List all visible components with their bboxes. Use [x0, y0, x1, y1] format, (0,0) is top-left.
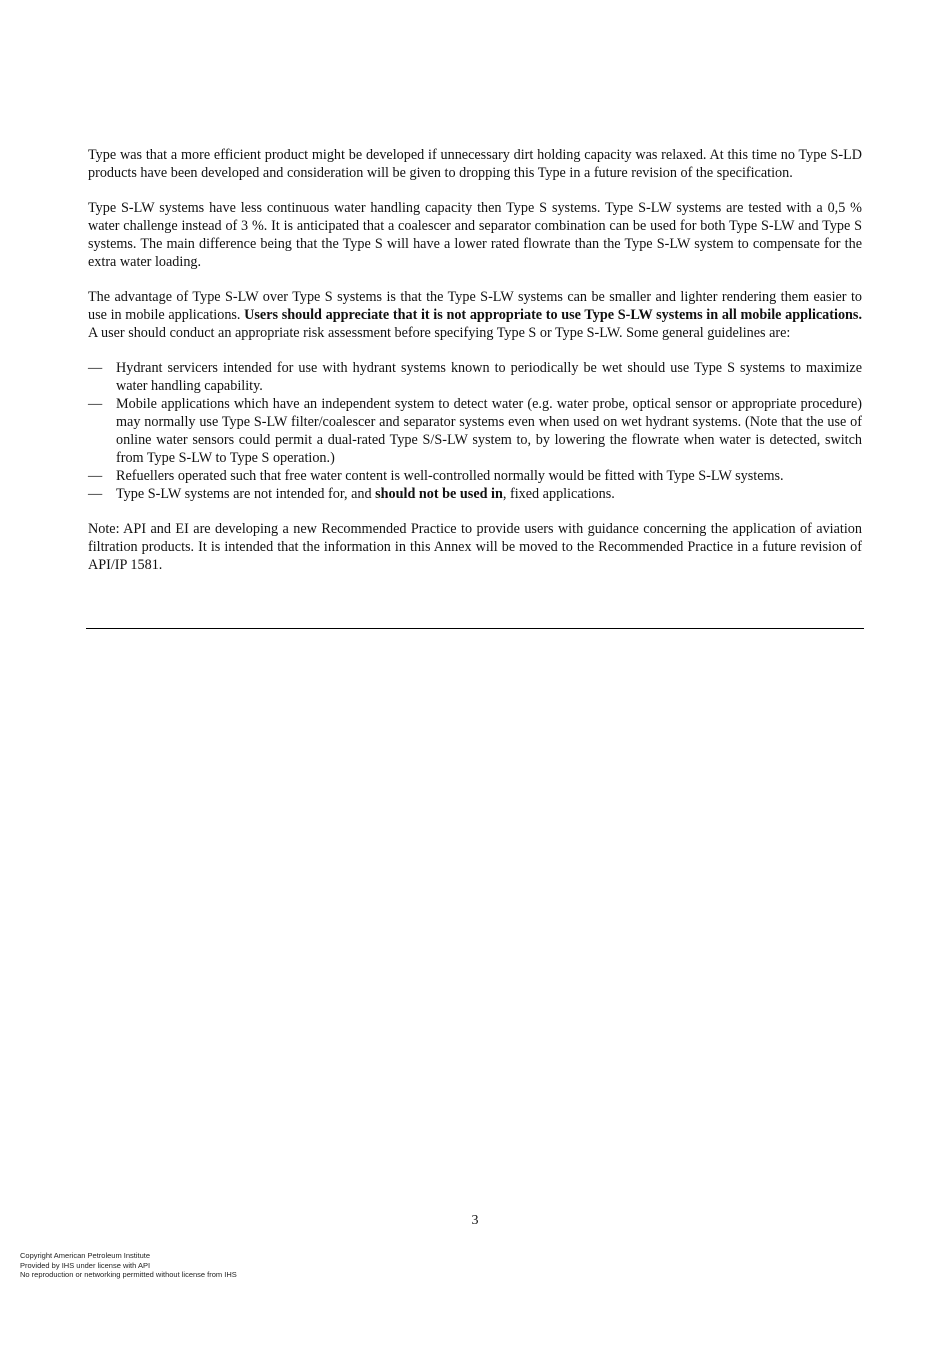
- list-item: [88, 467, 862, 485]
- list-item: [88, 359, 862, 395]
- advantage-text-end: A user should conduct an appropriate risk assessment before specifying Type S or Type S-LW. Some general guidelines are:: [88, 325, 791, 341]
- horizontal-rule: [86, 628, 864, 629]
- guideline-hydrant-servicers: Hydrant servicers intended for use with hydrant systems known to periodically be wet should use Type S systems to maximize water handling capability.: [116, 360, 862, 394]
- footer-line: No reproduction or networking permitted without license from IHS: [20, 1270, 237, 1279]
- dash-bullet: —: [88, 486, 103, 502]
- guideline-mobile-applications: Mobile applications which have an independent system to detect water (e.g. water probe, optical sensor or appropriate procedure) may normally use Type S-LW filter/coalescer and separator systems even when used on wet hydrant systems. (Note that the use of online water sensors could permit a dual-rated Type S/S-LW system to, by lowering the flowrate when water is detected, switch from Type S-LW to Type S operation.): [116, 396, 862, 466]
- paragraph-type-s-lw-capacity: Type S-LW systems have less continuous water handling capacity then Type S systems. Type S-LW systems are tested with a 0,5 % water challenge instead of 3 %. It is anticipated that a coalescer and separator combination can be used for both Type S-LW and Type S systems. The main difference being that the Type S will have a lower rated flowrate than the Type S-LW system to compensate for the extra water loading.: [88, 200, 862, 270]
- document-body: [88, 146, 862, 591]
- guidelines-list: [88, 359, 862, 503]
- footer-line: Provided by IHS under license with API: [20, 1260, 151, 1270]
- guideline-fixed-applications: [116, 486, 615, 502]
- copyright-footer: [20, 1251, 237, 1280]
- advantage-text: The advantage of Type S-LW over Type S systems is that the Type S-LW systems can be smaller and lighter rendering them easier to use in mobile applications.: [88, 289, 862, 323]
- guideline-fixed-warning: should not be used in: [375, 486, 503, 502]
- dash-bullet: —: [88, 360, 103, 376]
- guideline-refuellers: Refuellers operated such that free water content is well-controlled normally would be fitted with Type S-LW systems.: [116, 468, 784, 484]
- list-item: [88, 395, 862, 467]
- page-number: 3: [471, 1213, 479, 1228]
- note-paragraph: Note: API and EI are developing a new Recommended Practice to provide users with guidance concerning the application of aviation filtration products. It is intended that the information in this Annex will be moved to the Recommended Practice in a future revision of API/IP 1581.: [88, 521, 862, 573]
- dash-bullet: —: [88, 468, 103, 484]
- guideline-fixed-text: Type S-LW systems are not intended for, and: [116, 486, 376, 502]
- paragraph-advantage: [88, 288, 862, 342]
- guideline-fixed-text-end: , fixed applications.: [502, 486, 615, 502]
- footer-line: Copyright American Petroleum Institute: [20, 1251, 151, 1260]
- paragraph-type-s-ld: Type was that a more efficient product might be developed if unnecessary dirt holding capacity was relaxed. At this time no Type S-LD products have been developed and consideration will be given to dropping this Type in a future revision of the specification.: [88, 147, 862, 181]
- dash-bullet: —: [88, 396, 103, 412]
- list-item: [88, 485, 862, 503]
- advantage-warning: Users should appreciate that it is not appropriate to use Type S-LW systems in all mobile applications.: [244, 307, 862, 323]
